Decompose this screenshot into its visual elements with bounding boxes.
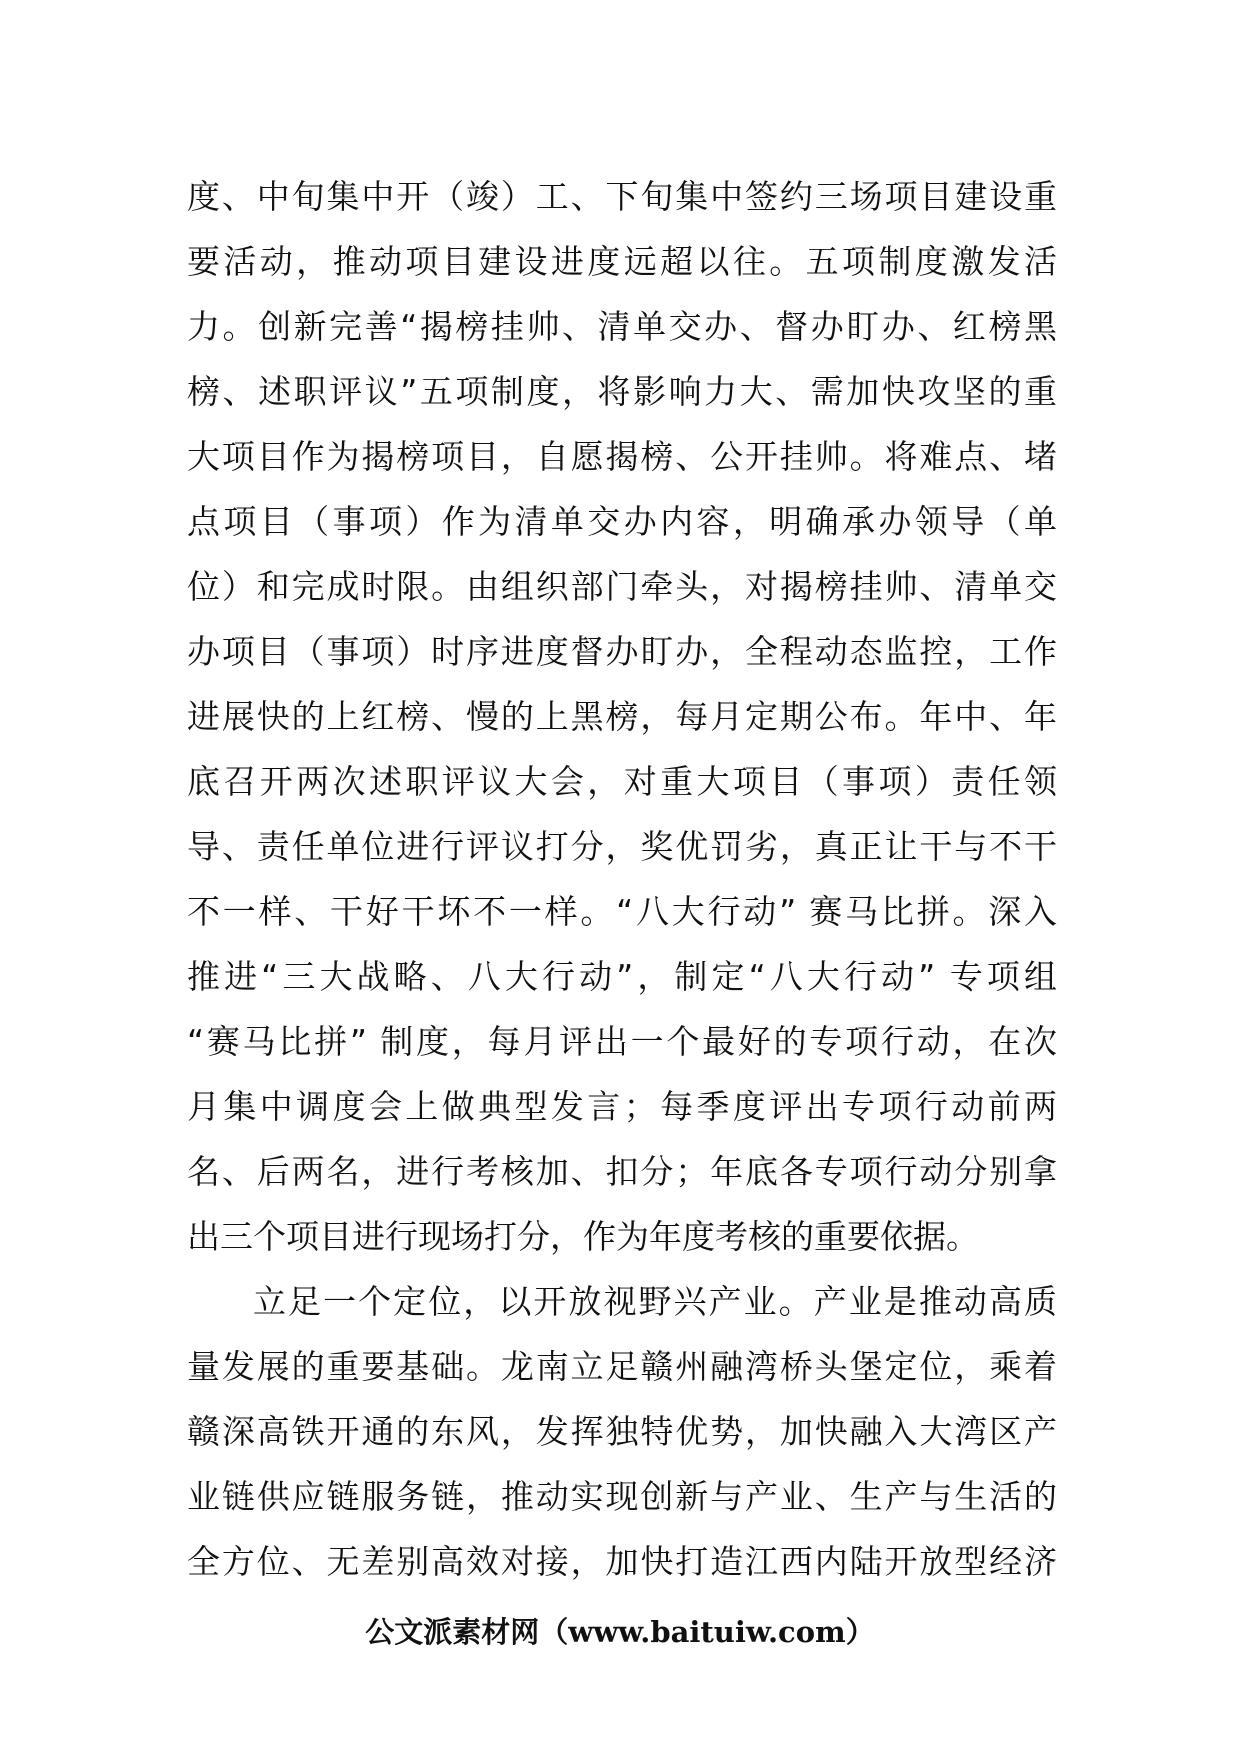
text-line: 不一样、干好干坏不一样。“八大行动” 赛马比拼。深入: [187, 892, 1057, 931]
text-line: 办项目（事项）时序进度督办盯办，全程动态监控，工作: [187, 632, 1057, 671]
text-line: 要活动，推动项目建设进度远超以往。五项制度激发活: [187, 242, 1057, 281]
text-line: 立足一个定位，以开放视野兴产业。产业是推动高质: [253, 1282, 1057, 1321]
text-line: 大项目作为揭榜项目，自愿揭榜、公开挂帅。将难点、堵: [187, 437, 1057, 476]
footer-watermark: 公文派素材网（www.baituiw.com）: [365, 1615, 875, 1649]
text-line: 出三个项目进行现场打分，作为年度考核的重要依据。: [187, 1217, 979, 1256]
text-line: 名、后两名，进行考核加、扣分；年底各专项行动分别拿: [187, 1152, 1057, 1191]
text-line: 导、责任单位进行评议打分，奖优罚劣，真正让干与不干: [187, 827, 1057, 866]
text-line: 力。创新完善“揭榜挂帅、清单交办、督办盯办、红榜黑: [187, 307, 1057, 346]
text-line: “赛马比拼” 制度，每月评出一个最好的专项行动，在次: [187, 1022, 1057, 1061]
text-line: 底召开两次述职评议大会，对重大项目（事项）责任领: [187, 762, 1057, 801]
text-line: 量发展的重要基础。龙南立足赣州融湾桥头堡定位，乘着: [187, 1347, 1057, 1386]
text-line: 榜、述职评议”五项制度，将影响力大、需加快攻坚的重: [187, 372, 1057, 411]
body-text: [187, 164, 1057, 1594]
text-line: 位）和完成时限。由组织部门牵头，对揭榜挂帅、清单交: [187, 567, 1057, 606]
text-line: 赣深高铁开通的东风，发挥独特优势，加快融入大湾区产: [187, 1412, 1057, 1451]
text-line: 月集中调度会上做典型发言；每季度评出专项行动前两: [187, 1087, 1057, 1126]
text-line: 度、中旬集中开（竣）工、下旬集中签约三场项目建设重: [187, 177, 1057, 216]
paragraph: [187, 1269, 1057, 1594]
text-line: 进展快的上红榜、慢的上黑榜，每月定期公布。年中、年: [187, 697, 1057, 736]
text-line: 业链供应链服务链，推动实现创新与产业、生产与生活的: [187, 1477, 1057, 1516]
paragraph: [187, 164, 1057, 1269]
text-line: 推进“三大战略、八大行动”，制定“八大行动” 专项组: [187, 957, 1057, 996]
text-line: 点项目（事项）作为清单交办内容，明确承办领导（单: [187, 502, 1057, 541]
text-line: 全方位、无差别高效对接，加快打造江西内陆开放型经济: [187, 1542, 1057, 1581]
